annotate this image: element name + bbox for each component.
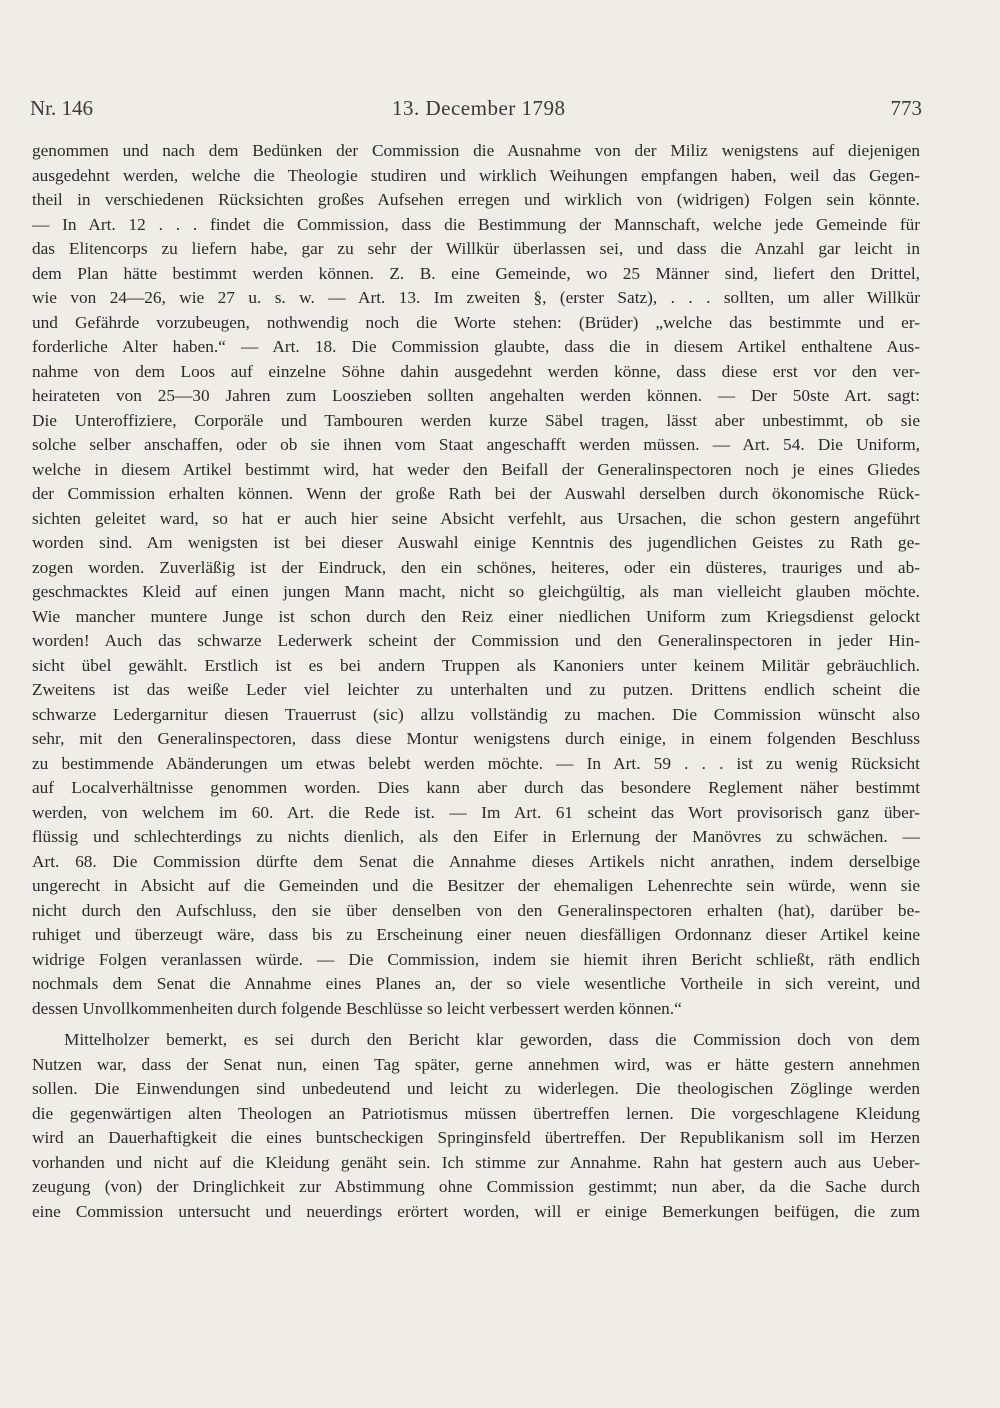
text-line: sollen. Die Einwendungen sind unbedeutend und leicht zu widerlegen. Die theologischen Zöglinge werden — [32, 1079, 920, 1098]
header-date: 13. December 1798 — [392, 96, 566, 120]
text-line: nicht durch den Aufschluss, den sie über denselben von den Generalinspectoren erhalten (hat), darüber be- — [32, 900, 920, 920]
text-line: schwarze Ledergarnitur diesen Trauerrust (sic) allzu vollständig zu machen. Die Commission wünscht also — [32, 704, 920, 724]
page-number: 773 — [890, 96, 922, 120]
text-line: der Commission erhalten können. Wenn der große Rath bei der Auswahl derselben durch ökonomische Rück- — [32, 484, 920, 503]
text-line: widrige Folgen veranlassen würde. — Die Commission, indem sie hiemit ihren Bericht schließt, räth endlich — [32, 949, 920, 969]
text-line: Zweitens ist das weiße Leder viel leichter zu unterhalten und zu putzen. Drittens endlich scheint die — [32, 680, 920, 699]
text-line: ungerecht in Absicht auf die Gemeinden und die Besitzer der ehemaligen Lehenrechte sein würde, wenn sie — [32, 876, 920, 895]
body-text — [32, 139, 920, 1224]
text-line: forderliche Alter haben.“ — Art. 18. Die Commission glaubte, dass die in diesem Artikel enthaltene Aus- — [32, 337, 920, 356]
text-line: heirateten von 25—30 Jahren zum Looszieben sollten angehalten werden können. — Der 50ste Art. sagt: — [32, 386, 920, 405]
text-line: Art. 68. Die Commission dürfte dem Senat die Annahme dieses Artikels nicht anrathen, indem derselbige — [32, 851, 920, 871]
text-line: Nutzen war, dass der Senat nun, einen Tag später, gerne annehmen wird, was er hätte gestern annehmen — [32, 1054, 920, 1074]
text-line: werden, von welchem im 60. Art. die Rede ist. — Im Art. 61 scheint das Wort provisorisch ganz über- — [32, 802, 920, 822]
text-line: theil in verschiedenen Rücksichten großes Aufsehen erregen und wirklich von (widrigen) Folgen sein könnte. — [32, 190, 920, 209]
text-line: geschmacktes Kleid auf einen jungen Mann macht, nicht so gleichgültig, als man vielleicht glauben möchte. — [32, 582, 920, 601]
text-line: nochmals dem Senat die Annahme eines Planes an, der so viele wesentliche Vortheile in sich vereint, und — [32, 974, 920, 993]
text-line: ausgedehnt werden, welche die Theologie studiren und wirklich Weihungen empfangen haben, weil das Gegen- — [32, 165, 920, 185]
text-line: Mittelholzer bemerkt, es sei durch den Bericht klar geworden, dass die Commission doch von dem — [64, 1030, 920, 1049]
paragraph-mittelholzer — [32, 1028, 920, 1224]
text-line: wie von 24—26, wie 27 u. s. w. — Art. 13. Im zweiten §, (erster Satz), . . . sollten, um aller Willkür — [32, 288, 920, 307]
text-line: genommen und nach dem Bedünken der Commission die Ausnahme von der Miliz wenigstens auf diejenigen — [32, 141, 920, 160]
text-line: solche selber anschaffen, oder ob sie ihnen vom Staat angeschafft werden müssen. — Art. 54. Die Uniform, — [32, 435, 920, 454]
text-line: ruhiget und überzeugt wäre, dass bis zu Erscheinung einer neuen diesfälligen Ordonnanz dieser Artikel keine — [32, 925, 920, 944]
text-line: Wie mancher muntere Junge ist schon durch den Reiz einer niedlichen Uniform zum Kriegsdienst gelockt — [32, 606, 920, 626]
text-line: worden sind. Am wenigsten ist bei dieser Auswahl einige Kenntnis des jugendlichen Geistes zu Rath ge- — [32, 533, 920, 552]
text-line: sichten geleitet ward, so hat er auch hier seine Absicht verfehlt, aus Ursachen, die schon gestern angeführt — [32, 508, 920, 528]
text-line: worden! Auch das schwarze Lederwerk scheint der Commission und den Generalinspectoren in jeder Hin- — [32, 631, 920, 650]
text-line: sehr, mit den Generalinspectoren, dass diese Montur wenigstens durch einige, in einem folgenden Beschluss — [32, 729, 920, 748]
text-line: flüssig und schlechterdings zu nichts dienlich, als den Eifer in Erlernung der Manövres zu schwächen. — — [32, 827, 920, 846]
paragraph-gap — [32, 1021, 920, 1028]
text-line: welche in diesem Artikel bestimmt wird, hat weder den Beifall der Generalinspectoren noch je eines Gliedes — [32, 459, 920, 479]
document-number: Nr. 146 — [30, 96, 93, 120]
text-line: vorhanden und nicht auf die Kleidung genäht sein. Ich stimme zur Annahme. Rahn hat gestern auch aus Ueber- — [32, 1152, 920, 1172]
text-line: dem Plan hätte bestimmt werden können. Z. B. eine Gemeinde, wo 25 Männer sind, liefert den Drittel, — [32, 263, 920, 283]
text-line: Die Unteroffiziere, Corporäle und Tambouren werden kurze Säbel tragen, lässt aber unbestimmt, ob sie — [32, 410, 920, 430]
text-line: die gegenwärtigen alten Theologen an Patriotismus müssen übertreffen lernen. Die vorgeschlagene Kleidung — [32, 1103, 920, 1123]
page-header — [30, 96, 922, 124]
text-line: — In Art. 12 . . . findet die Commission, dass die Bestimmung der Mannschaft, welche jede Gemeinde für — [32, 214, 920, 234]
text-line: dessen Unvollkommenheiten durch folgende Beschlüsse so leicht verbessert werden können.“ — [32, 998, 682, 1018]
text-line: zeugung (von) der Dringlichkeit zur Abstimmung ohne Commission gestimmt; nun aber, da die Sache durch — [32, 1177, 920, 1196]
paragraph-commission-report — [32, 139, 920, 1021]
text-line: zogen worden. Zuverläßig ist der Eindruck, den ein schönes, heiteres, oder ein düsteres, trauriges und ab- — [32, 557, 920, 577]
text-line: zu bestimmende Abänderungen um etwas belebt werden möchte. — In Art. 59 . . . ist zu wenig Rücksicht — [32, 753, 920, 773]
text-line: das Elitencorps zu liefern habe, gar zu sehr der Willkür überlassen sei, und dass die Anzahl gar leicht in — [32, 239, 920, 258]
text-line: wird an Dauerhaftigkeit die eines buntscheckigen Springinsfeld übertreffen. Der Republikanism soll im Herzen — [32, 1128, 920, 1147]
text-line: eine Commission untersucht und neuerdings erörtert worden, will er einige Bemerkungen beifügen, die zum — [32, 1201, 920, 1221]
text-line: nahme von dem Loos auf einzelne Söhne dahin ausgedehnt werden könne, dass diese erst vor den ver- — [32, 361, 920, 381]
text-line: und Gefährde vorzubeugen, nothwendig noch die Worte stehen: (Brüder) „welche das bestimmte und er- — [32, 312, 920, 332]
text-line: sicht übel gewählt. Erstlich ist es bei andern Truppen als Kanoniers unter keinem Militär gebräuchlich. — [32, 655, 920, 675]
text-line: auf Localverhältnisse genommen worden. Dies kann aber durch das besondere Reglement näher bestimmt — [32, 778, 920, 797]
